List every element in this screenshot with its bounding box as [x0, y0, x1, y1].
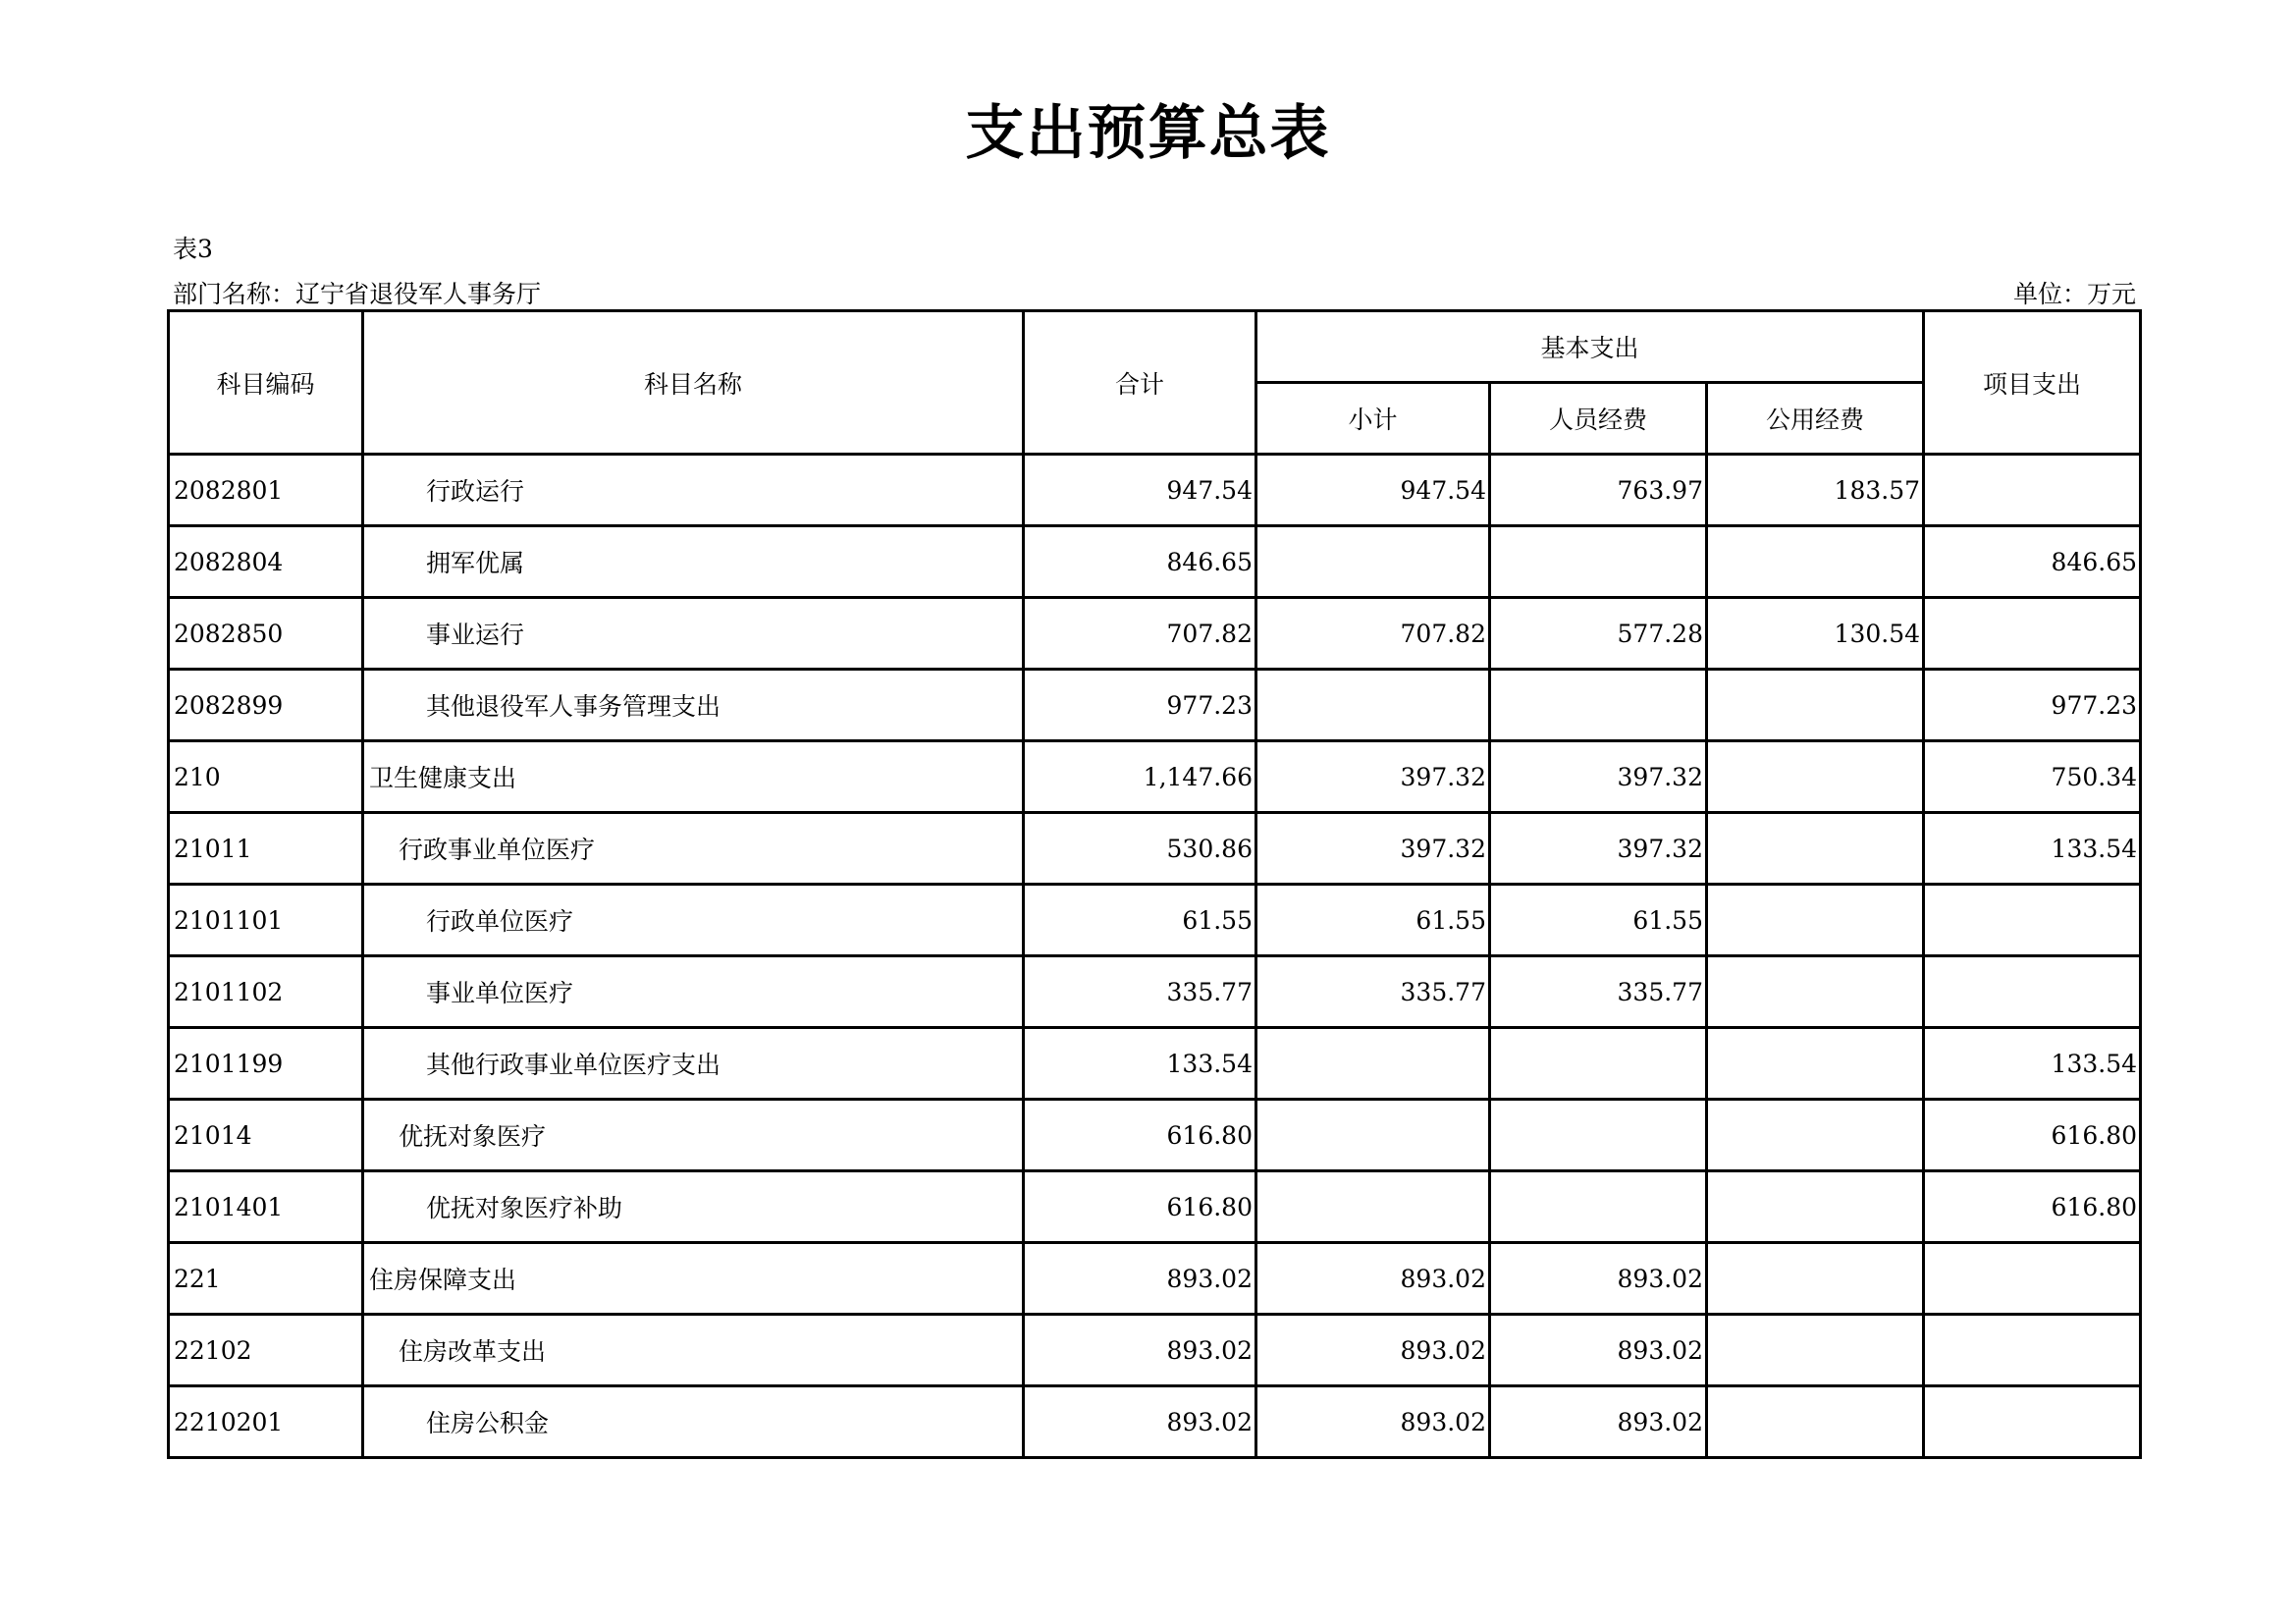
cell-name: 优抚对象医疗 — [363, 1100, 1024, 1171]
cell-total: 893.02 — [1024, 1243, 1256, 1315]
cell-total: 616.80 — [1024, 1100, 1256, 1171]
cell-subtotal: 707.82 — [1256, 598, 1490, 670]
unit-label: 单位：万元 — [2012, 280, 2136, 308]
cell-total: 947.54 — [1024, 455, 1256, 526]
header-personnel: 人员经费 — [1490, 383, 1707, 455]
table-row — [169, 1171, 2141, 1243]
header-project: 项目支出 — [1924, 311, 2141, 455]
cell-subtotal — [1256, 1100, 1490, 1171]
cell-project: 846.65 — [1924, 526, 2141, 598]
cell-name: 行政运行 — [363, 455, 1024, 526]
cell-subtotal — [1256, 1171, 1490, 1243]
cell-code: 21011 — [169, 813, 363, 885]
cell-code: 2210201 — [169, 1386, 363, 1458]
cell-public — [1707, 741, 1924, 813]
table-row — [169, 1243, 2141, 1315]
expenditure-budget-table — [167, 309, 2142, 1459]
cell-project — [1924, 455, 2141, 526]
cell-total: 1,147.66 — [1024, 741, 1256, 813]
cell-name: 事业单位医疗 — [363, 956, 1024, 1028]
cell-public — [1707, 1315, 1924, 1386]
cell-public — [1707, 526, 1924, 598]
cell-total: 133.54 — [1024, 1028, 1256, 1100]
cell-personnel: 397.32 — [1490, 813, 1707, 885]
cell-subtotal: 397.32 — [1256, 813, 1490, 885]
cell-personnel: 335.77 — [1490, 956, 1707, 1028]
cell-total: 707.82 — [1024, 598, 1256, 670]
cell-subtotal: 893.02 — [1256, 1315, 1490, 1386]
header-public: 公用经费 — [1707, 383, 1924, 455]
cell-code: 221 — [169, 1243, 363, 1315]
cell-public — [1707, 1386, 1924, 1458]
cell-personnel — [1490, 1100, 1707, 1171]
cell-personnel: 893.02 — [1490, 1315, 1707, 1386]
table-row — [169, 1386, 2141, 1458]
cell-code: 2101102 — [169, 956, 363, 1028]
cell-code: 2082850 — [169, 598, 363, 670]
cell-total: 530.86 — [1024, 813, 1256, 885]
cell-code: 2101199 — [169, 1028, 363, 1100]
table-row — [169, 956, 2141, 1028]
table-number: 表3 — [173, 235, 213, 263]
cell-public — [1707, 670, 1924, 741]
cell-code: 2101401 — [169, 1171, 363, 1243]
cell-name: 住房改革支出 — [363, 1315, 1024, 1386]
cell-public — [1707, 1028, 1924, 1100]
cell-public — [1707, 813, 1924, 885]
cell-public — [1707, 885, 1924, 956]
cell-subtotal — [1256, 526, 1490, 598]
cell-project — [1924, 1386, 2141, 1458]
cell-personnel: 397.32 — [1490, 741, 1707, 813]
cell-total: 61.55 — [1024, 885, 1256, 956]
table-row — [169, 455, 2141, 526]
cell-code: 2082804 — [169, 526, 363, 598]
cell-public — [1707, 1243, 1924, 1315]
cell-personnel: 61.55 — [1490, 885, 1707, 956]
cell-total: 893.02 — [1024, 1386, 1256, 1458]
cell-subtotal — [1256, 1028, 1490, 1100]
header-total: 合计 — [1024, 311, 1256, 455]
cell-personnel — [1490, 526, 1707, 598]
cell-project — [1924, 1315, 2141, 1386]
cell-name: 卫生健康支出 — [363, 741, 1024, 813]
cell-name: 拥军优属 — [363, 526, 1024, 598]
header-code: 科目编码 — [169, 311, 363, 455]
cell-project — [1924, 956, 2141, 1028]
cell-code: 21014 — [169, 1100, 363, 1171]
cell-subtotal: 893.02 — [1256, 1386, 1490, 1458]
cell-total: 846.65 — [1024, 526, 1256, 598]
table-row — [169, 1100, 2141, 1171]
cell-code: 2101101 — [169, 885, 363, 956]
table-body — [169, 455, 2141, 1458]
cell-personnel: 893.02 — [1490, 1243, 1707, 1315]
table-row — [169, 1028, 2141, 1100]
cell-public — [1707, 956, 1924, 1028]
cell-name: 行政事业单位医疗 — [363, 813, 1024, 885]
table-row — [169, 813, 2141, 885]
table-row — [169, 1315, 2141, 1386]
cell-project: 133.54 — [1924, 813, 2141, 885]
cell-personnel: 763.97 — [1490, 455, 1707, 526]
table-row — [169, 526, 2141, 598]
cell-code: 210 — [169, 741, 363, 813]
cell-subtotal: 397.32 — [1256, 741, 1490, 813]
table-row — [169, 670, 2141, 741]
cell-project — [1924, 598, 2141, 670]
cell-name: 行政单位医疗 — [363, 885, 1024, 956]
cell-public: 130.54 — [1707, 598, 1924, 670]
cell-name: 其他行政事业单位医疗支出 — [363, 1028, 1024, 1100]
cell-code: 2082801 — [169, 455, 363, 526]
cell-project: 977.23 — [1924, 670, 2141, 741]
cell-name: 事业运行 — [363, 598, 1024, 670]
cell-public — [1707, 1171, 1924, 1243]
cell-total: 977.23 — [1024, 670, 1256, 741]
department-name: 部门名称：辽宁省退役军人事务厅 — [173, 280, 542, 308]
cell-subtotal: 61.55 — [1256, 885, 1490, 956]
cell-project: 133.54 — [1924, 1028, 2141, 1100]
cell-name: 优抚对象医疗补助 — [363, 1171, 1024, 1243]
cell-subtotal: 335.77 — [1256, 956, 1490, 1028]
cell-total: 616.80 — [1024, 1171, 1256, 1243]
cell-project: 616.80 — [1924, 1171, 2141, 1243]
cell-name: 住房保障支出 — [363, 1243, 1024, 1315]
cell-subtotal — [1256, 670, 1490, 741]
page-title: 支出预算总表 — [965, 99, 1331, 168]
cell-total: 893.02 — [1024, 1315, 1256, 1386]
header-subtotal: 小计 — [1256, 383, 1490, 455]
cell-project — [1924, 885, 2141, 956]
cell-public — [1707, 1100, 1924, 1171]
cell-personnel: 577.28 — [1490, 598, 1707, 670]
table-row — [169, 741, 2141, 813]
cell-project: 616.80 — [1924, 1100, 2141, 1171]
cell-personnel — [1490, 670, 1707, 741]
cell-name: 其他退役军人事务管理支出 — [363, 670, 1024, 741]
cell-total: 335.77 — [1024, 956, 1256, 1028]
cell-personnel: 893.02 — [1490, 1386, 1707, 1458]
table-row — [169, 598, 2141, 670]
cell-personnel — [1490, 1028, 1707, 1100]
cell-personnel — [1490, 1171, 1707, 1243]
cell-project — [1924, 1243, 2141, 1315]
table-row — [169, 885, 2141, 956]
cell-code: 2082899 — [169, 670, 363, 741]
header-name: 科目名称 — [363, 311, 1024, 455]
cell-subtotal: 947.54 — [1256, 455, 1490, 526]
cell-public: 183.57 — [1707, 455, 1924, 526]
cell-name: 住房公积金 — [363, 1386, 1024, 1458]
header-basic: 基本支出 — [1256, 311, 1924, 383]
cell-project: 750.34 — [1924, 741, 2141, 813]
cell-code: 22102 — [169, 1315, 363, 1386]
cell-subtotal: 893.02 — [1256, 1243, 1490, 1315]
